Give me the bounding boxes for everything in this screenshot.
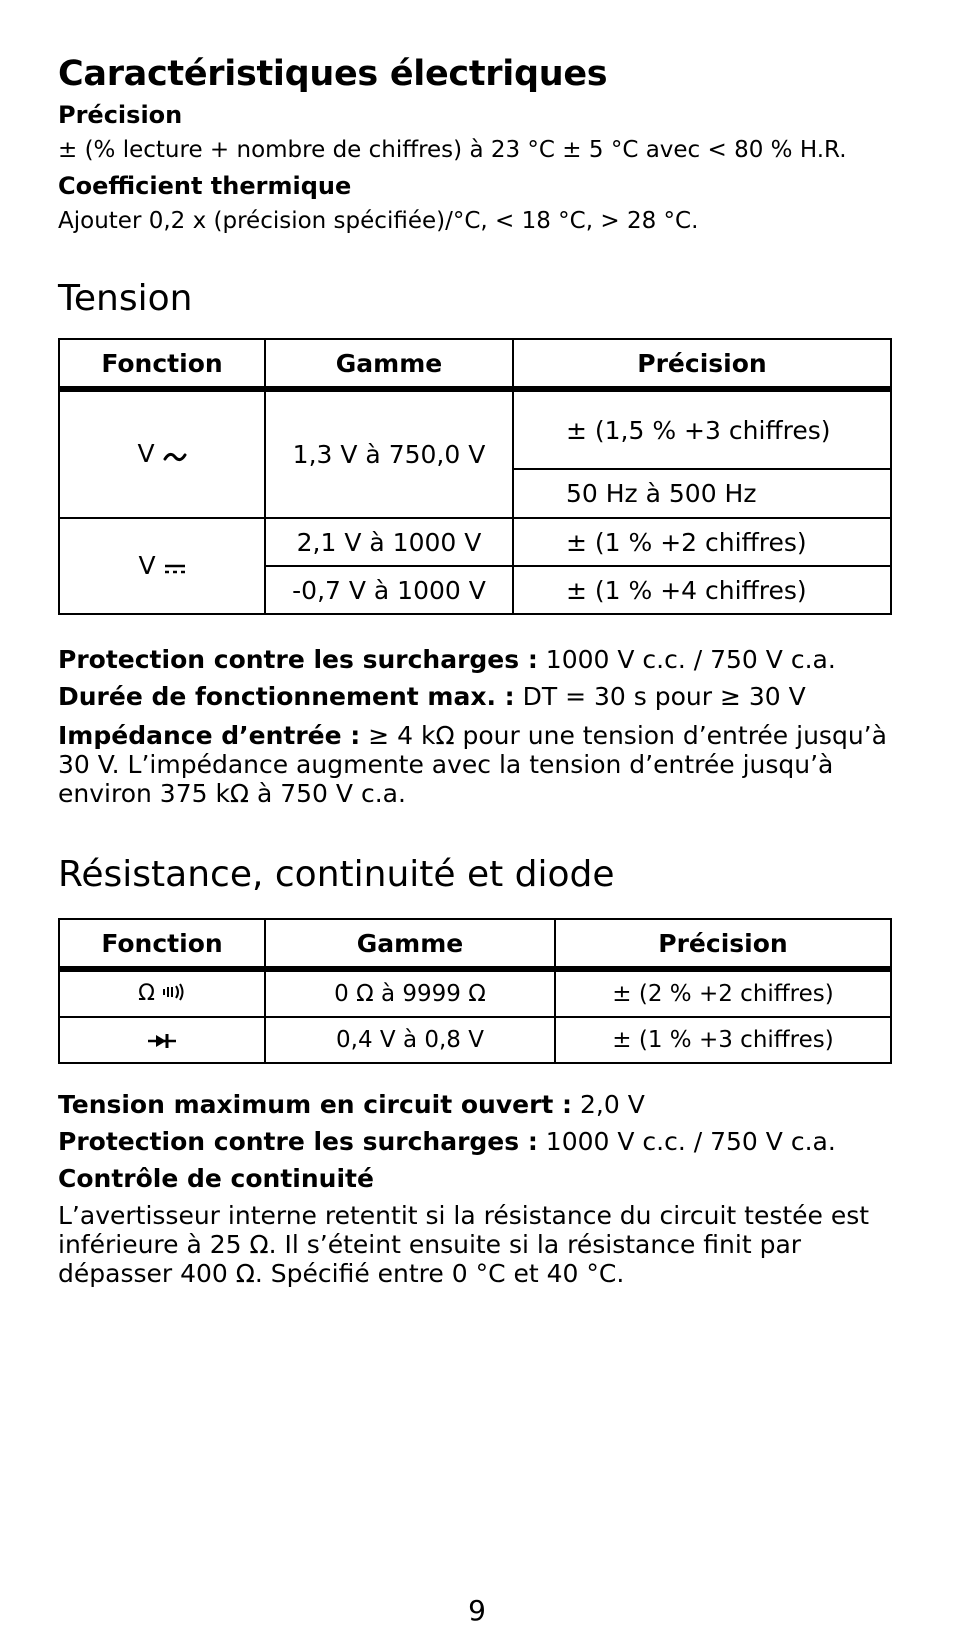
header-function: Fonction [59,919,265,969]
resistance-table [58,918,892,1064]
ac-precision-cell: ± (1,5 % +3 chiffres) [513,389,891,469]
table-header-row [59,339,891,389]
dc-precision-cell: ± (1 % +4 chiffres) [513,566,891,614]
impedance-note: Impédance d’entrée : ≥ 4 kΩ pour une tension d’entrée jusqu’à 30 V. L’impédance augmente avec la tension d’entrée jusqu’à environ 375 kΩ à 750 V c.a. [58,721,887,808]
ohm-symbol: Ω [138,981,155,1007]
resistance-range-cell: 0 Ω à 9999 Ω [265,969,555,1017]
resistance-notes [58,1086,890,1288]
resistance-precision-cell: ± (2 % +2 chiffres) [555,969,891,1017]
precision-label: Précision [58,101,183,129]
table-row [59,518,891,566]
diode-range-cell: 0,4 V à 0,8 V [265,1017,555,1063]
ac-function-label: V [137,439,155,469]
header-precision: Précision [513,339,891,389]
page-title: Caractéristiques électriques [58,54,608,94]
duration-note: Durée de fonctionnement max. : DT = 30 s pour ≥ 30 V [58,682,806,711]
table-header-row [59,919,891,969]
ac-function-cell [59,389,265,518]
ac-range-cell: 1,3 V à 750,0 V [265,389,513,518]
header-range: Gamme [265,339,513,389]
header-range: Gamme [265,919,555,969]
ac-wave-icon [163,441,187,470]
ac-frequency-cell: 50 Hz à 500 Hz [513,469,891,518]
page-number: 9 [468,1594,486,1627]
table-row [59,1017,891,1063]
continuity-text: L’avertisseur interne retentit si la résistance du circuit testée est inférieure à 25 Ω. Il s’éteint ensuite si la résistance finit par dépasser 400 Ω. Spécifié entre 0 °C et 40 °C. [58,1201,870,1288]
resistance-title: Résistance, continuité et diode [58,854,615,895]
dc-range-cell: -0,7 V à 1000 V [265,566,513,614]
continuity-sound-icon [162,982,186,1007]
continuity-label: Contrôle de continuité [58,1164,374,1193]
dc-precision-cell: ± (1 % +2 chiffres) [513,518,891,566]
thermal-label: Coefficient thermique [58,172,352,200]
spec-page [58,50,890,1288]
voltage-protection-note: Protection contre les surcharges : 1000 V c.c. / 750 V c.a. [58,645,836,674]
thermal-text: Ajouter 0,2 x (précision spécifiée)/°C, < 18 °C, > 28 °C. [58,208,699,234]
voltage-table [58,338,892,615]
precision-text: ± (% lecture + nombre de chiffres) à 23 °C ± 5 °C avec < 80 % H.R. [58,137,847,163]
resistance-function-cell [59,969,265,1017]
diode-function-cell [59,1017,265,1063]
open-circuit-note: Tension maximum en circuit ouvert : 2,0 V [58,1090,645,1119]
dc-function-label: V [138,550,156,580]
diode-precision-cell: ± (1 % +3 chiffres) [555,1017,891,1063]
table-row [59,389,891,469]
resistance-protection-note: Protection contre les surcharges : 1000 V c.c. / 750 V c.a. [58,1127,836,1156]
voltage-title: Tension [58,278,193,319]
dc-range-cell: 2,1 V à 1000 V [265,518,513,566]
dc-symbol-icon [164,552,186,581]
diode-icon [147,1026,177,1055]
voltage-notes [58,641,890,808]
dc-function-cell [59,518,265,614]
header-precision: Précision [555,919,891,969]
table-row [59,969,891,1017]
header-function: Fonction [59,339,265,389]
